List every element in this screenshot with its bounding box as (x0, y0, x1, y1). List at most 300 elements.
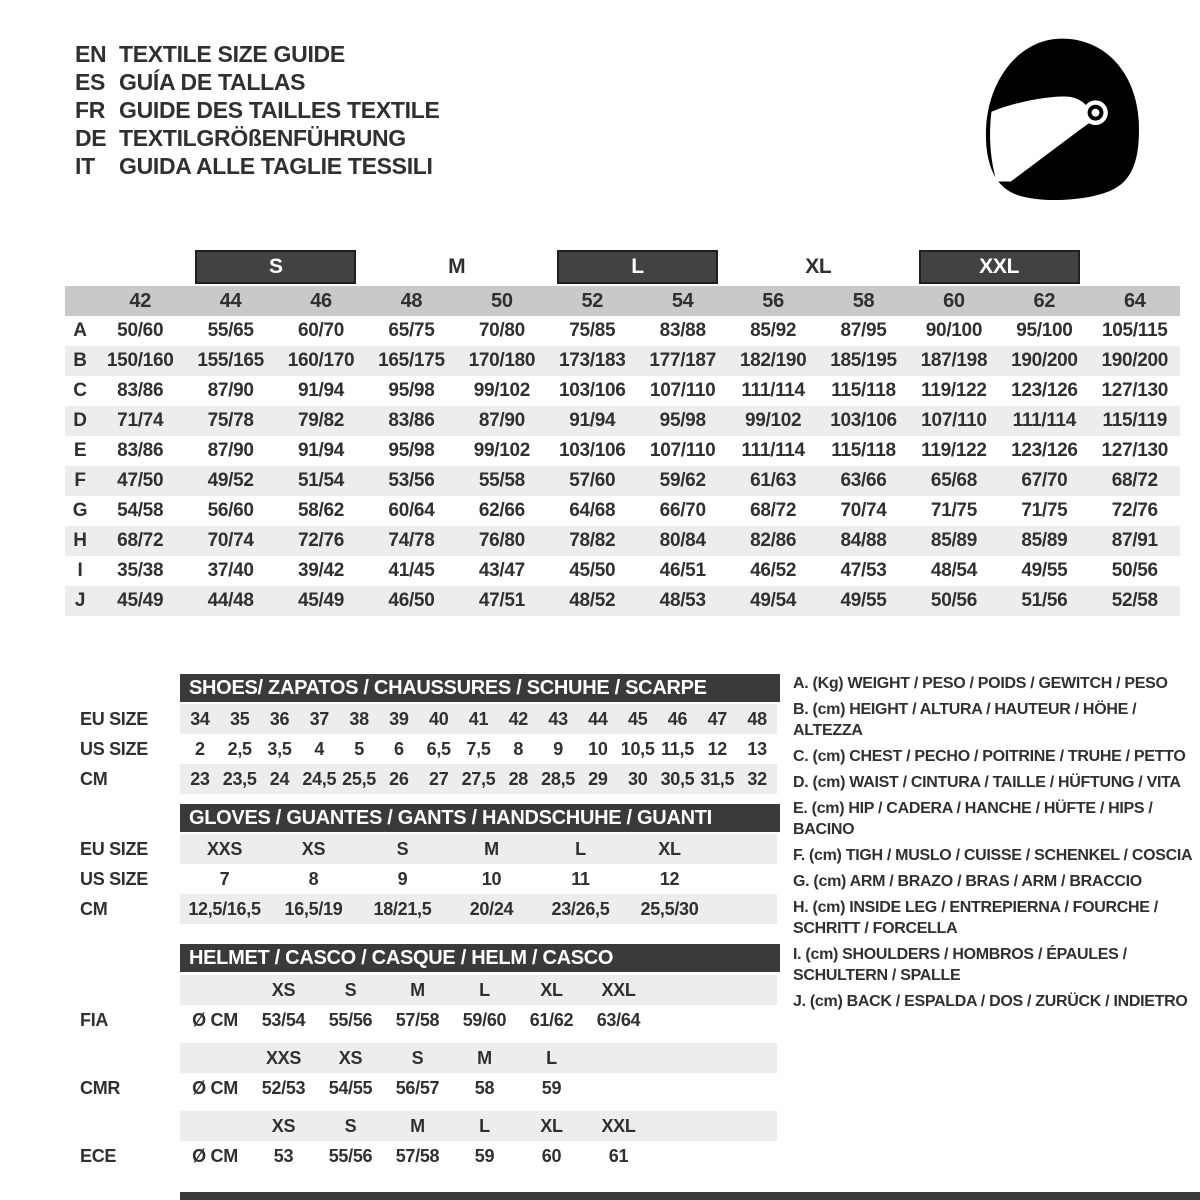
size-cell: 39 (389, 708, 409, 729)
unit-spacer-cell (180, 975, 250, 1005)
size-cell: 9 (397, 868, 408, 889)
measurement-cell: 51/54 (298, 470, 345, 491)
shoes-table-title: SHOES/ ZAPATOS / CHAUSSURES / SCHUHE / SCARPE (180, 674, 780, 702)
size-cell: 55/56 (328, 1009, 373, 1030)
row-label: CM (80, 768, 108, 789)
unit-cell: Ø CM (192, 1009, 238, 1030)
size-cell: 57/58 (395, 1009, 440, 1030)
textile-size-table (65, 250, 1180, 616)
measurement-cell: 105/115 (1102, 320, 1168, 341)
measurement-cell: 55/65 (207, 320, 254, 341)
measurement-cell: 52/58 (1111, 590, 1158, 611)
measurement-cell: 61/63 (750, 470, 797, 491)
measurement-cell: 87/90 (207, 380, 254, 401)
measurement-cell: 68/72 (750, 500, 797, 521)
unit-spacer-cell (180, 1111, 250, 1141)
measurement-row (65, 376, 1180, 406)
measurement-cell: 48/54 (930, 560, 977, 581)
measurement-cell: 70/80 (478, 320, 525, 341)
measurement-cell: 65/75 (388, 320, 435, 341)
row-label: EU SIZE (80, 708, 148, 729)
row-cells (180, 704, 777, 734)
measurement-cell: 83/86 (388, 410, 435, 431)
measurement-cell: 71/74 (117, 410, 164, 431)
size-number-cell: 54 (671, 289, 694, 312)
measurement-cell: 111/114 (741, 440, 805, 461)
size-cell: L (479, 1115, 490, 1136)
measurement-cell: 68/72 (1111, 470, 1158, 491)
measurement-cell: 91/94 (298, 440, 345, 461)
measurement-cell: 85/89 (930, 530, 977, 551)
measurement-cell: 103/106 (558, 440, 626, 461)
size-cell: 11,5 (661, 738, 694, 759)
measurement-cell: 76/80 (478, 530, 525, 551)
size-number-cell: 42 (129, 289, 152, 312)
size-cell: 36 (269, 708, 290, 729)
size-cell: 55/56 (328, 1145, 373, 1166)
size-cell: 30,5 (660, 768, 695, 789)
legend-item: G. (cm) ARM / BRAZO / BRAS / ARM / BRACCIO (793, 873, 1142, 890)
size-number-cell: 60 (943, 289, 965, 312)
measurement-cell: 115/119 (1102, 410, 1168, 431)
size-cell: 2 (195, 738, 205, 759)
measurement-cell: 84/88 (840, 530, 887, 551)
size-cell: 61/62 (529, 1009, 574, 1030)
helmet-section-ece (80, 1111, 780, 1171)
measurement-cell: 119/122 (921, 380, 987, 401)
size-cell: 59 (474, 1145, 495, 1166)
measurement-cell: 51/56 (1021, 590, 1068, 611)
measurement-cell: 50/60 (117, 320, 164, 341)
size-cell: XS (338, 1047, 363, 1068)
measurement-cell: 49/52 (207, 470, 254, 491)
measurement-cell: 127/130 (1101, 440, 1169, 461)
measurement-legend (793, 673, 1195, 1017)
size-cell: XL (540, 1115, 563, 1136)
language-row (75, 68, 440, 96)
legend-item: D. (cm) WAIST / CINTURA / TAILLE / HÜFTUNG / VITA (793, 774, 1181, 791)
size-cell: 44 (588, 708, 608, 729)
size-cell: 59 (541, 1077, 562, 1098)
measurement-cell: 82/86 (750, 530, 797, 551)
measurement-cell: 111/114 (741, 380, 805, 401)
measurement-cell: 63/66 (840, 470, 887, 491)
helmet-table-title: HELMET / CASCO / CASQUE / HELM / CASCO (180, 944, 780, 972)
unit-cell: Ø CM (192, 1145, 238, 1166)
size-row (80, 734, 780, 764)
size-cell: 37 (309, 708, 329, 729)
measurement-cell: 123/126 (1011, 380, 1078, 401)
row-label (80, 1043, 180, 1073)
row-cells (180, 834, 777, 864)
language-row (75, 124, 440, 152)
corner-spacer-cell (65, 286, 95, 316)
row-letter: E (73, 440, 87, 461)
size-cell: 28,5 (541, 768, 575, 789)
standard-label: ECE (80, 1145, 117, 1166)
measurement-cell: 115/118 (831, 440, 896, 461)
measurement-cell: 78/82 (569, 530, 616, 551)
size-cell: 31,5 (700, 768, 735, 789)
measurement-row (65, 466, 1180, 496)
size-row (80, 704, 780, 734)
measurement-cell: 83/88 (659, 320, 706, 341)
measurement-cell: 62/66 (478, 500, 525, 521)
measurement-cell: 67/70 (1021, 470, 1068, 491)
size-cell: 45 (627, 708, 648, 729)
size-cell: 56/57 (395, 1077, 440, 1098)
measurement-cell: 48/52 (569, 590, 616, 611)
size-group-l: L (557, 250, 718, 284)
size-cell: 4 (314, 738, 325, 759)
size-number-cell: 58 (852, 289, 875, 312)
measurement-cell: 107/110 (921, 410, 987, 431)
measurement-cell: 53/56 (388, 470, 435, 491)
size-cell: XXL (601, 979, 636, 1000)
legend-item: B. (cm) HEIGHT / ALTURA / HAUTEUR / HÖHE / ALTEZZA (793, 701, 1137, 739)
size-number-cell: 64 (1123, 289, 1146, 312)
measurement-cell: 47/50 (117, 470, 164, 491)
measurement-cell: 99/102 (744, 410, 802, 431)
row-cells (180, 1111, 777, 1141)
size-cell: 53/54 (261, 1009, 306, 1030)
size-cell: 5 (354, 738, 364, 759)
size-number-cell: 46 (310, 289, 332, 312)
unit-spacer-cell (180, 1043, 250, 1073)
measurement-cell: 95/98 (659, 410, 706, 431)
measurement-cell: 37/40 (207, 560, 254, 581)
measurement-cell: 58/62 (298, 500, 345, 521)
measurement-cell: 165/175 (378, 350, 445, 371)
unit-cell: Ø CM (192, 1077, 238, 1098)
measurement-cell: 170/180 (468, 350, 536, 371)
size-cell: 10 (588, 738, 608, 759)
row-cells (180, 1043, 777, 1073)
language-row (75, 152, 440, 180)
size-row (80, 764, 780, 794)
measurement-cell: 50/56 (930, 590, 977, 611)
measurement-cell: 87/90 (478, 410, 525, 431)
measurement-cell: 99/102 (473, 380, 531, 401)
legend-item: H. (cm) INSIDE LEG / ENTREPIERNA / FOURCHE / SCHRITT / FORCELLA (793, 899, 1158, 937)
size-cell: 7,5 (466, 738, 491, 759)
measurement-cell: 68/72 (117, 530, 164, 551)
gloves-table-rows (80, 834, 780, 924)
measurement-cell: 60/70 (298, 320, 345, 341)
size-group-m: M (448, 255, 466, 278)
size-cell: L (479, 979, 490, 1000)
measurement-cell: 187/198 (920, 350, 988, 371)
measurement-cell: 182/190 (739, 350, 807, 371)
measurement-cell: 46/51 (659, 560, 706, 581)
legend-item: J. (cm) BACK / ESPALDA / DOS / ZURÜCK / INDIETRO (793, 993, 1188, 1010)
standard-label: FIA (80, 1009, 109, 1030)
language-title: GUIDA ALLE TAGLIE TESSILI (119, 152, 433, 179)
size-cell: 12 (707, 738, 727, 759)
size-cell: 60 (541, 1145, 562, 1166)
measurement-cell: 70/74 (207, 530, 254, 551)
size-cell: XXS (206, 838, 243, 859)
size-cell: 23/26,5 (551, 898, 610, 919)
row-letter: B (73, 350, 87, 371)
measurement-cell: 72/76 (298, 530, 345, 551)
language-row (75, 40, 440, 68)
measurement-cell: 119/122 (921, 440, 987, 461)
helmet-section-cmr (80, 1043, 780, 1103)
size-cell: 25,5/30 (640, 898, 699, 919)
measurement-cell: 43/47 (478, 560, 525, 581)
measurement-cell: 95/98 (388, 380, 435, 401)
size-cell: M (410, 979, 425, 1000)
measurement-cell: 46/52 (750, 560, 797, 581)
legend-item: F. (cm) TIGH / MUSLO / CUISSE / SCHENKEL / COSCIA (793, 847, 1193, 864)
size-cell: 23,5 (222, 768, 257, 789)
row-cells (180, 1141, 777, 1171)
language-code: FR (75, 96, 106, 123)
size-cell: L (575, 838, 586, 859)
language-code: IT (75, 152, 95, 179)
language-title-list (75, 40, 440, 180)
measurement-cell: 99/102 (473, 440, 531, 461)
measurement-cell: 75/78 (207, 410, 254, 431)
helmet-section-fia (80, 975, 780, 1035)
size-number-cell: 50 (491, 289, 513, 312)
measurement-cell: 44/48 (207, 590, 254, 611)
size-cell: 57/58 (395, 1145, 440, 1166)
size-number-cell: 52 (581, 289, 604, 312)
legend-item: E. (cm) HIP / CADERA / HANCHE / HÜFTE / HIPS / BACINO (793, 800, 1153, 838)
measurement-cell: 35/38 (117, 560, 164, 581)
size-cell: S (396, 838, 409, 859)
measurement-cell: 66/70 (659, 500, 706, 521)
measurement-row (65, 556, 1180, 586)
measurement-cell: 177/187 (649, 350, 716, 371)
measurement-cell: 72/76 (1111, 500, 1158, 521)
size-cell: 13 (747, 738, 767, 759)
size-cell: 26 (389, 768, 409, 789)
row-letter: C (73, 380, 87, 401)
measurement-cell: 173/183 (558, 350, 626, 371)
size-cell: XXL (601, 1115, 636, 1136)
measurement-cell: 95/100 (1016, 320, 1073, 341)
measurement-cell: 115/118 (831, 380, 896, 401)
helmet-value-row (80, 1005, 780, 1035)
size-cell: 53 (273, 1145, 294, 1166)
size-cell: 24,5 (302, 768, 337, 789)
size-group-xxl: XXL (919, 250, 1080, 284)
measurement-cell: 71/75 (1021, 500, 1068, 521)
row-cells (180, 734, 777, 764)
measurement-row (65, 526, 1180, 556)
measurement-cell: 74/78 (388, 530, 435, 551)
size-cell: 63/64 (596, 1009, 641, 1030)
measurement-cell: 103/106 (558, 380, 626, 401)
measurement-cell: 91/94 (298, 380, 345, 401)
size-group-header-row (65, 250, 1180, 284)
size-cell: 52/53 (261, 1077, 306, 1098)
measurement-cell: 45/49 (117, 590, 164, 611)
language-code: EN (75, 40, 107, 67)
size-group-s: S (195, 250, 356, 284)
measurement-cell: 87/90 (207, 440, 254, 461)
measurement-cell: 47/53 (840, 560, 887, 581)
size-cell: 46 (667, 708, 688, 729)
size-cell: 12,5/16,5 (188, 898, 261, 919)
size-cell: 10 (481, 868, 502, 889)
size-cell: XL (658, 838, 681, 859)
legend-item: I. (cm) SHOULDERS / HOMBROS / ÉPAULES / SCHULTERN / SPALLE (793, 946, 1127, 984)
size-cell: XXS (265, 1047, 302, 1068)
measurement-cell: 79/82 (298, 410, 345, 431)
size-cell: M (410, 1115, 425, 1136)
measurement-row (65, 586, 1180, 616)
measurement-cell: 107/110 (649, 380, 716, 401)
helmet-size-row (80, 1111, 780, 1141)
size-cell: 29 (588, 768, 608, 789)
measurement-cell: 160/170 (287, 350, 355, 371)
size-cell: 16,5/19 (284, 898, 343, 919)
size-number-header-row (65, 286, 1180, 316)
row-cells (180, 1005, 777, 1035)
row-letter: G (72, 500, 88, 521)
size-cell: M (484, 838, 499, 859)
size-number-cell: 56 (762, 289, 784, 312)
size-cell: 35 (229, 708, 250, 729)
size-cell: 18/21,5 (373, 898, 432, 919)
measurement-cell: 95/98 (388, 440, 435, 461)
racing-helmet-icon (972, 28, 1152, 200)
language-title: GUIDE DES TAILLES TEXTILE (119, 96, 440, 123)
measurement-cell: 155/165 (197, 350, 264, 371)
measurement-cell: 47/51 (478, 590, 525, 611)
size-cell: 48 (747, 708, 767, 729)
measurement-cell: 45/50 (569, 560, 616, 581)
row-label: US SIZE (80, 868, 148, 889)
shoes-table-rows (80, 704, 780, 794)
measurement-cell: 127/130 (1101, 380, 1169, 401)
measurement-cell: 150/160 (106, 350, 174, 371)
measurement-cell: 49/54 (750, 590, 797, 611)
size-cell: M (477, 1047, 492, 1068)
measurement-row (65, 346, 1180, 376)
measurement-cell: 54/58 (117, 500, 164, 521)
gloves-table-title: GLOVES / GUANTES / GANTS / HANDSCHUHE / GUANTI (180, 804, 780, 832)
measurement-cell: 107/110 (649, 440, 716, 461)
size-cell: 38 (349, 708, 369, 729)
measurement-cell: 85/89 (1021, 530, 1068, 551)
measurement-cell: 111/114 (1012, 410, 1077, 431)
measurement-row (65, 406, 1180, 436)
size-row (80, 894, 780, 924)
helmet-value-row (80, 1141, 780, 1171)
measurement-cell: 83/86 (117, 380, 164, 401)
measurement-cell: 49/55 (1021, 560, 1068, 581)
size-cell: 32 (747, 768, 767, 789)
size-cell (585, 1043, 652, 1073)
helmet-table-rows (80, 975, 780, 1171)
row-cells (180, 764, 777, 794)
row-letter: A (73, 320, 87, 341)
measurement-cell: 55/58 (478, 470, 525, 491)
row-letter: F (74, 470, 86, 491)
size-cell: 34 (190, 708, 210, 729)
size-cell: 25,5 (342, 768, 376, 789)
size-cell: 8 (308, 868, 319, 889)
shoes-size-table (80, 674, 780, 794)
language-title: GUÍA DE TALLAS (119, 68, 306, 95)
size-cell: 2,5 (227, 738, 252, 759)
measurement-cell: 185/195 (830, 350, 897, 371)
measurement-cell: 85/92 (750, 320, 797, 341)
row-letter: D (73, 410, 87, 431)
size-cell: 61 (608, 1145, 629, 1166)
size-cell: 6 (394, 738, 404, 759)
measurement-cell: 65/68 (930, 470, 977, 491)
size-number-cell: 48 (400, 289, 423, 312)
measurement-cell: 91/94 (569, 410, 616, 431)
size-cell: 40 (428, 708, 449, 729)
row-letter: I (77, 560, 83, 581)
size-cell: 8 (513, 738, 524, 759)
gloves-size-table (80, 804, 780, 924)
size-cell: 7 (219, 868, 230, 889)
size-cell: 59/60 (462, 1009, 507, 1030)
row-cells (180, 894, 777, 924)
row-label: EU SIZE (80, 838, 148, 859)
size-cell: 28 (508, 768, 528, 789)
measurement-row (65, 436, 1180, 466)
measurement-cell: 70/74 (840, 500, 887, 521)
measurement-cell: 41/45 (388, 560, 435, 581)
measurement-cell: 90/100 (925, 320, 983, 341)
language-row (75, 96, 440, 124)
measurement-cell: 190/200 (1101, 350, 1169, 371)
measurement-cell: 60/64 (388, 500, 435, 521)
size-cell: 27,5 (461, 768, 496, 789)
size-cell: 54/55 (328, 1077, 373, 1098)
measurement-cell: 50/56 (1111, 560, 1158, 581)
row-cells (180, 1073, 777, 1103)
measurement-cell: 56/60 (207, 500, 254, 521)
size-row (80, 864, 780, 894)
measurement-row (65, 496, 1180, 526)
measurement-rows (65, 316, 1180, 616)
size-cell: 30 (627, 768, 648, 789)
measurement-row (65, 316, 1180, 346)
size-cell: 23 (190, 768, 210, 789)
legend-item: C. (cm) CHEST / PECHO / POITRINE / TRUHE / PETTO (793, 748, 1186, 765)
size-cell: 20/24 (469, 898, 514, 919)
measurement-cell: 39/42 (298, 560, 345, 581)
size-cell: 6,5 (426, 738, 451, 759)
measurement-cell: 57/60 (569, 470, 616, 491)
measurement-cell: 71/75 (930, 500, 977, 521)
size-cell (585, 1073, 652, 1103)
language-title: TEXTILGRÖßENFÜHRUNG (119, 124, 406, 151)
measurement-cell: 103/106 (830, 410, 897, 431)
size-group-xl: XL (805, 255, 832, 278)
size-cell: 58 (474, 1077, 495, 1098)
measurement-cell: 87/91 (1111, 530, 1158, 551)
size-cell: 47 (707, 708, 727, 729)
measurement-cell: 49/55 (840, 590, 887, 611)
size-number-cell: 44 (219, 289, 242, 312)
row-letter: H (73, 530, 87, 551)
helmet-size-row (80, 1043, 780, 1073)
size-number-cell: 62 (1033, 289, 1056, 312)
measurement-cell: 46/50 (388, 590, 435, 611)
helmet-value-row (80, 1073, 780, 1103)
